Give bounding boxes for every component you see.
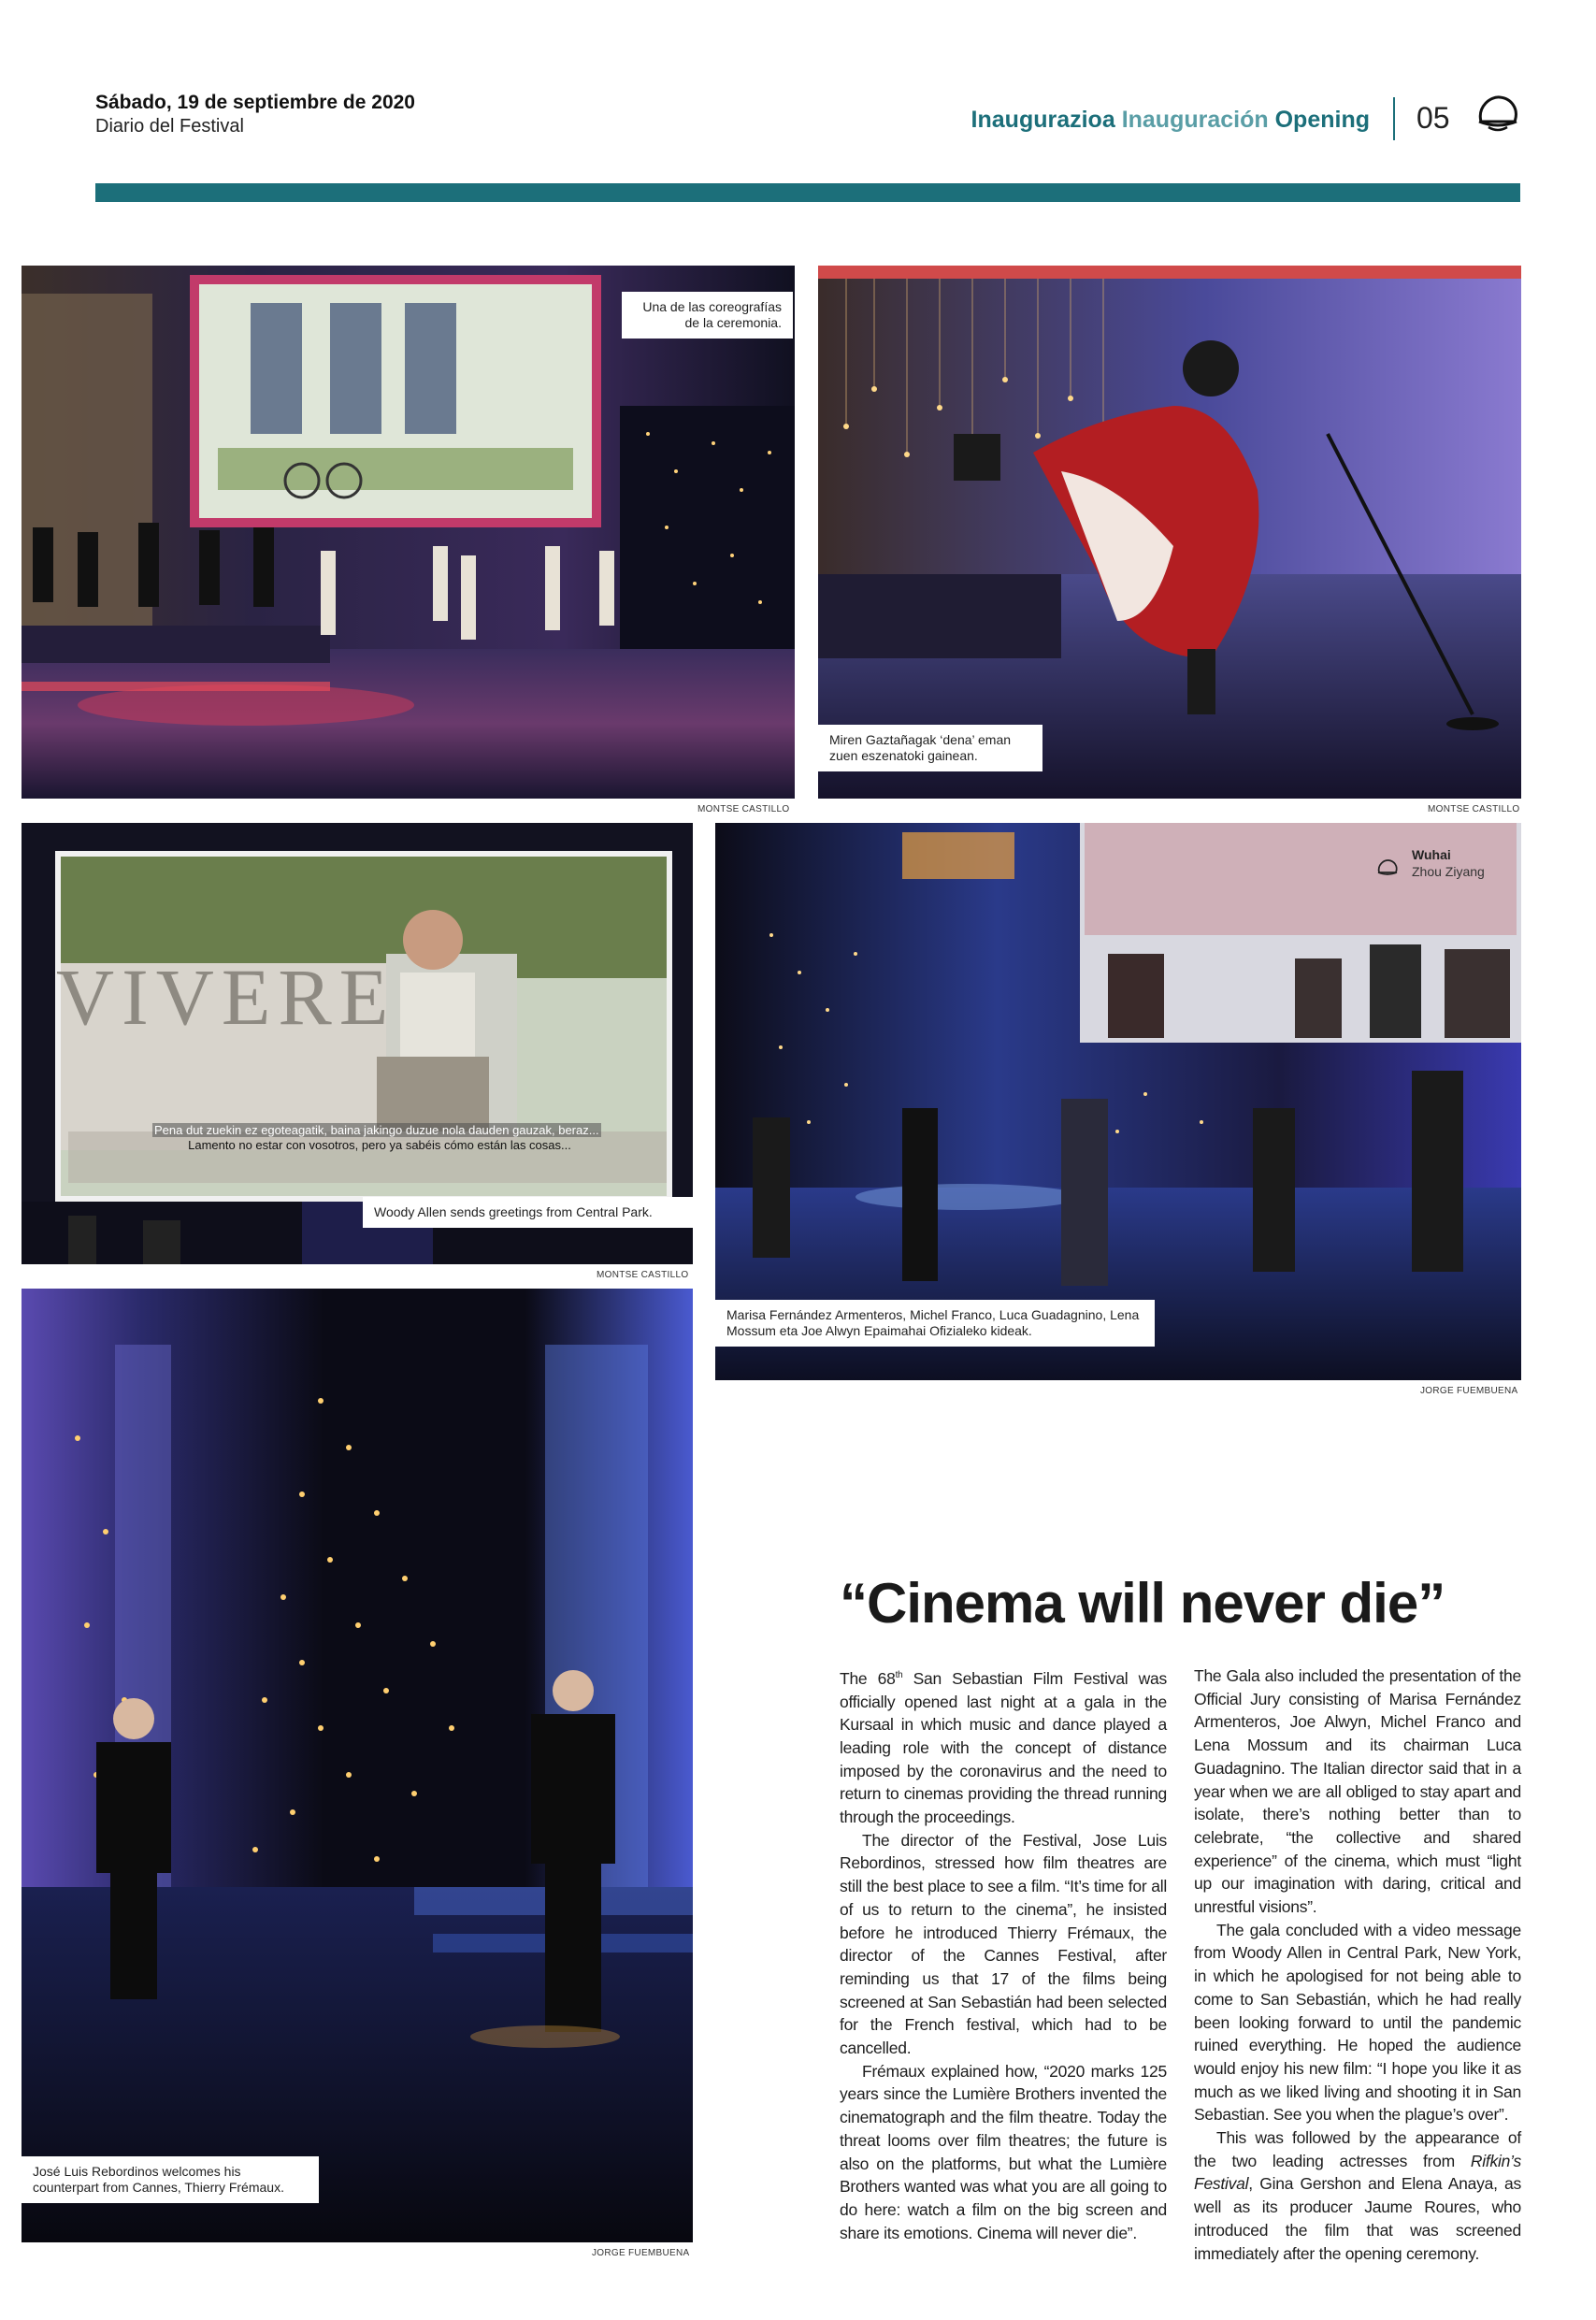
screen-subtitle-basque: Pena dut zuekin ez egoteagatik, baina jakingo duzue nola dauden gauzak, beraz...: [152, 1123, 601, 1137]
festival-shell-logo-icon: [1475, 94, 1520, 135]
section-title-spanish: Inauguración: [1121, 107, 1269, 133]
photo-credit: MONTSE CASTILLO: [1428, 804, 1520, 814]
photo-caption: Woody Allen sends greetings from Central Park.: [363, 1197, 693, 1228]
photo-caption: Marisa Fernández Armenteros, Michel Franco, Luca Guadagnino, Lena Mossum eta Joe Alwyn Epaimahai Ofizialeko kideak.: [715, 1300, 1155, 1347]
photo-dancer: [818, 266, 1521, 799]
screen-film-director: Zhou Ziyang: [1412, 864, 1485, 879]
page-number: 05: [1416, 101, 1450, 135]
article-paragraph: The director of the Festival, Jose Luis Rebordinos, stressed how film theatres are still the best place to see a film. “It’s time for all of us to return to the cinema”, he insisted before he introduced Thierry Frémaux, the director of the Cannes Festival, after reminding us that 17 of the films being screened at San Sebastián had been selected for the French festival, which had to be cancelled.: [840, 1830, 1167, 2058]
festival-shell-watermark-icon: [1376, 858, 1399, 881]
ordinal-suffix: th: [895, 1670, 903, 1680]
photo-caption: José Luis Rebordinos welcomes his counterpart from Cannes, Thierry Frémaux.: [22, 2156, 319, 2203]
photo-credit: JORGE FUEMBUENA: [592, 2248, 690, 2258]
photo-credit: MONTSE CASTILLO: [597, 1270, 689, 1280]
issue-date: Sábado, 19 de septiembre de 2020: [95, 92, 415, 113]
photo-credit: MONTSE CASTILLO: [697, 804, 790, 814]
photo-credit: JORGE FUEMBUENA: [1420, 1386, 1518, 1396]
photo-caption: Miren Gaztañagak ‘dena’ eman zuen eszenatoki gainean.: [818, 725, 1042, 771]
article-column-2: [1194, 1664, 1521, 2265]
article-paragraph: [1194, 2126, 1521, 2265]
photo-choreography: [22, 266, 795, 799]
article-paragraph: The gala concluded with a video message from Woody Allen in Central Park, New York, in which he apologised for not being able to come to San Sebastián, which he had really been looking forward to until the pandemic ruined everything. He hoped the audience would enjoy his new film: “I hope you like it as much as we liked living and shooting it in San Sebastian. See you when the plague’s over”.: [1194, 1920, 1521, 2125]
article-column-1: [840, 1664, 1167, 2244]
article-headline: “Cinema will never die”: [840, 1572, 1445, 1635]
header-accent-bar: [95, 183, 1520, 202]
paragraph-text: The 68: [840, 1668, 896, 1688]
article-paragraph: The Gala also included the presentation of the Official Jury consisting of Marisa Fernández Armenteros, Joe Alwyn, Michel Franco and Lena Mossum and its chairman Luca Guadagnino. The Italian director said that in a year when we are all obliged to stay apart and isolate, there’s nothing better than to celebrate, “the collective and shared experience” of the cinema, which must “light up our imagination with daring, critical and unrestful visions”.: [1194, 1666, 1521, 1917]
photo-official-jury: [715, 823, 1521, 1380]
section-title-english: Opening: [1274, 107, 1370, 133]
screen-engraved-text: VIVERE: [56, 952, 396, 1042]
film-title: Rifkin’s Festival: [1194, 2151, 1521, 2194]
photo-rebordinos-fremaux: [22, 1289, 693, 2242]
photo-caption: Una de las coreografías de la ceremonia.: [622, 292, 793, 339]
publication-name: Diario del Festival: [95, 116, 244, 137]
section-title: [971, 107, 1370, 134]
screen-film-title: Wuhai: [1412, 847, 1451, 862]
section-title-basque: Inaugurazioa: [971, 107, 1115, 133]
screen-subtitle-spanish: Lamento no estar con vosotros, pero ya sabéis cómo están las cosas...: [188, 1138, 571, 1152]
paragraph-text: San Sebastian Film Festival was officially opened last night at a gala in the Kursaal in which music and dance played a leading role with the concept of distance imposed by the coronavirus and the need to return to cinemas providing the thread running through the proceedings.: [840, 1668, 1167, 1827]
article-paragraph: [840, 1664, 1167, 1829]
header-divider: [1393, 97, 1395, 140]
article-paragraph: Frémaux explained how, “2020 marks 125 years since the Lumière Brothers invented the cinematograph and the film theatre. Today the threat looms over film theatres; the future is also on the platforms, but what the Lumière Brothers wanted was what you are all going to do here: watch a film on the big screen and share its emotions. Cinema will never die”.: [840, 2061, 1167, 2242]
paragraph-text: , Gina Gershon and Elena Anaya, as well as its producer Jaume Roures, who introduced the film that was screened immediately after the opening ceremony.: [1194, 2174, 1521, 2263]
paragraph-text: This was followed by the appearance of the two leading actresses from: [1194, 2128, 1521, 2170]
